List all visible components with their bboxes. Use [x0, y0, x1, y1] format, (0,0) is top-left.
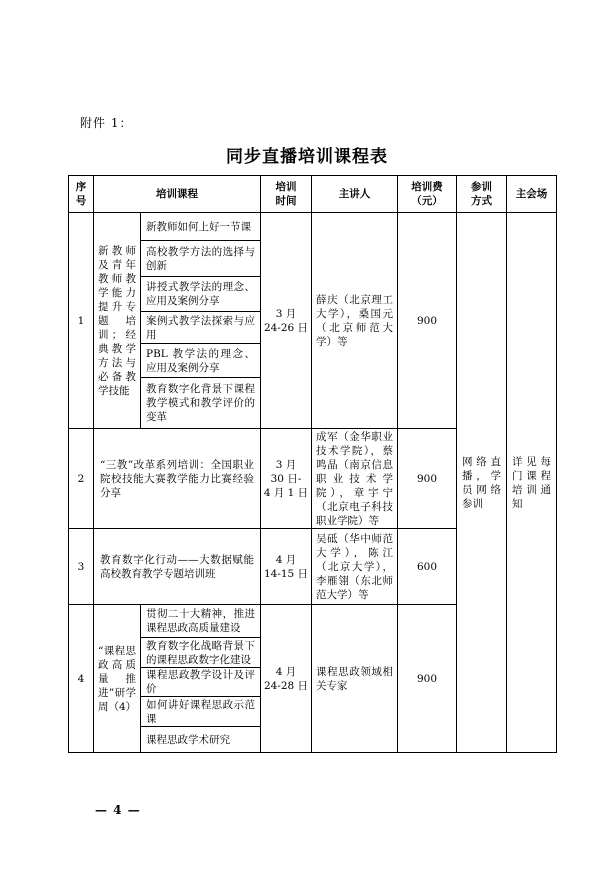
time-line: 24-26 日 [263, 321, 309, 334]
course-group: 新教师及青年教师教学能力提升专题培训；经典教学方法与必备教学技能 [94, 213, 141, 429]
training-time [261, 605, 312, 753]
course-group: “课程思政高质量推进”研学周（4） [94, 605, 141, 753]
speaker: 吴砥（华中师范大学），陈江（北京大学），李雁翎（东北师范大学）等 [312, 529, 398, 605]
main-venue: 详见每门课程培训通知 [507, 213, 557, 753]
course-item: 教育数字化战略背景下的课程思政数字化建设 [141, 638, 261, 668]
header-fee-line: （元） [411, 195, 443, 207]
header-index-line: 号 [75, 195, 87, 207]
header-time-line: 时间 [275, 195, 297, 207]
header-speaker: 主讲人 [312, 176, 398, 213]
row-index: 3 [69, 529, 94, 605]
time-line: 4 月 [275, 665, 297, 678]
time-line: 14-15 日 [263, 567, 309, 580]
time-line: 3 月 [275, 458, 297, 471]
course-item: 贯彻二十大精神，推进课程思政高质量建设 [141, 605, 261, 638]
course-item: 课程思政教学设计及评价 [141, 668, 261, 697]
speaker: 薛庆（北京理工大学），桑国元（北京师范大学）等 [312, 213, 398, 429]
page-title: 同步直播培训课程表 [226, 147, 388, 167]
participation-method: 网络直播，学员网络参训 [457, 213, 507, 753]
course-item: 案例式教学法探索与应用 [141, 312, 261, 344]
row-index: 2 [69, 429, 94, 529]
course-title: 教育数字化行动——大数据赋能高校教育教学专题培训班 [94, 529, 261, 605]
table-row [69, 213, 557, 241]
training-fee: 900 [398, 605, 457, 753]
page-number: — 4 — [95, 803, 141, 817]
training-time [261, 529, 312, 605]
training-fee: 900 [398, 429, 457, 529]
training-time [261, 213, 312, 429]
time-line: 4 月 1 日 [263, 486, 309, 499]
attachment-label: 附件 1： [80, 116, 133, 130]
time-line: 4 月 [275, 553, 297, 566]
speaker: 课程思政领域相关专家 [312, 605, 398, 753]
course-item: 新教师如何上好一节课 [141, 213, 261, 241]
time-line: 30 日- [270, 472, 302, 485]
header-row [69, 176, 557, 213]
training-fee: 600 [398, 529, 457, 605]
header-method [457, 176, 507, 213]
speaker: 成军（金华职业技术学院），蔡鸣晶（南京信息职业技术学院），章宇宁（北京电子科技职业学院）等 [312, 429, 398, 529]
course-item: 教育数字化背景下课程教学模式和教学评价的变革 [141, 378, 261, 429]
course-item: 讲授式教学法的理念、应用及案例分享 [141, 277, 261, 312]
course-item: 如何讲好课程思政示范课 [141, 697, 261, 727]
time-line: 3 月 [275, 307, 297, 320]
header-time-line: 培训 [275, 181, 297, 193]
header-venue: 主会场 [507, 176, 557, 213]
course-item: 课程思政学术研究 [141, 727, 261, 753]
header-method-line: 参训 [471, 181, 492, 193]
header-time [261, 176, 312, 213]
header-index-line: 序 [75, 181, 87, 193]
header-fee-line: 培训费 [411, 181, 443, 193]
training-fee: 900 [398, 213, 457, 429]
header-fee [398, 176, 457, 213]
header-course: 培训课程 [94, 176, 261, 213]
time-line: 24-28 日 [263, 679, 309, 692]
header-method-line: 方式 [471, 195, 492, 207]
course-schedule-table [68, 175, 557, 753]
header-index [69, 176, 94, 213]
row-index: 4 [69, 605, 94, 753]
course-item: PBL 教学法的理念、应用及案例分享 [141, 344, 261, 378]
training-time [261, 429, 312, 529]
course-title: “三教”改革系列培训：全国职业院校技能大赛教学能力比赛经验分享 [94, 429, 261, 529]
course-item: 高校教学方法的选择与创新 [141, 241, 261, 277]
row-index: 1 [69, 213, 94, 429]
